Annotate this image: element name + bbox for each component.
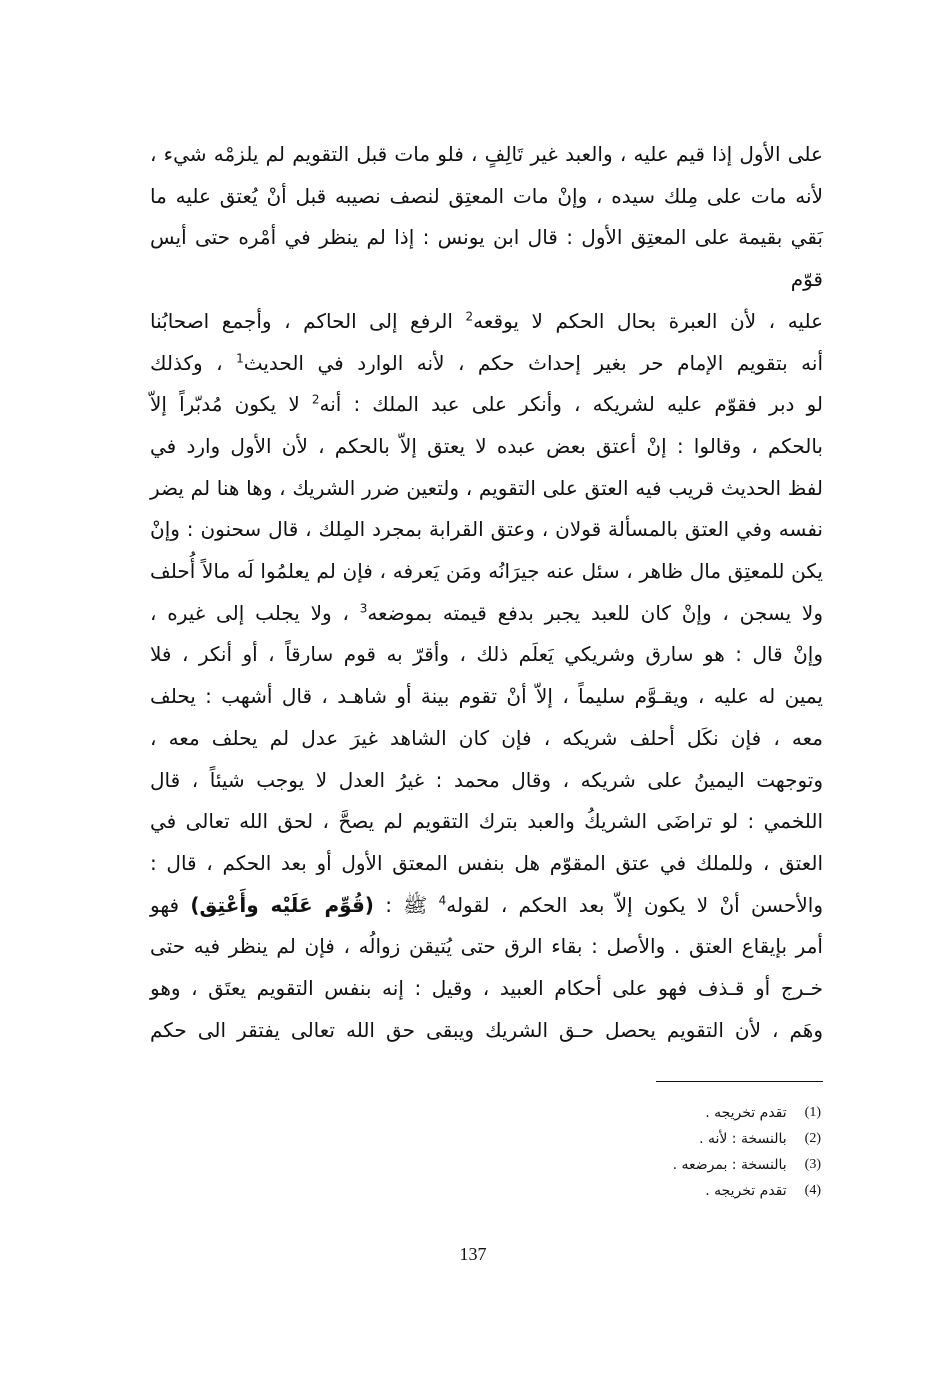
text-segment: فهو: [150, 892, 191, 917]
text-segment: والأحسن أنْ لا يكون إلاّ بعد الحكم ، لقوله: [446, 892, 823, 917]
text-segment: عليه ، لأن العبرة بحال الحكم لا يوقعه: [473, 308, 824, 333]
text-line: [150, 843, 823, 885]
body-text: [150, 134, 823, 1051]
text-segment: وإنْ قال : هو سارق وشريكي يَعلَم ذلك ، وأقرّ به قوم سارقاً ، أو أنكر ، فلا: [150, 642, 823, 667]
text-line: [150, 384, 823, 426]
text-line: [150, 760, 823, 802]
text-line: [150, 468, 823, 510]
footnote-number: (2): [804, 1131, 821, 1147]
text-segment: يمين له عليه ، ويقـوَّم سليماً ، إلاّ أنْ تقوم بينة أو شاهـد ، قال أشهب : يحلف: [150, 684, 823, 709]
footnote-number: (3): [804, 1157, 821, 1173]
text-segment: ﷺ :: [373, 892, 439, 917]
text-segment: وتوجهت اليمينُ على شريكه ، وقال محمد : غيرُ العدل لا يوجب شيئاً ، قال: [150, 767, 823, 792]
footnote-number: (1): [804, 1105, 821, 1121]
text-line: [150, 801, 823, 843]
footnote-reference: 3: [359, 601, 368, 616]
text-line: [150, 718, 823, 760]
footnote-text: تقدم تخريجه .: [705, 1183, 787, 1200]
footnote-divider: [656, 1081, 823, 1082]
footnote-reference: 4: [438, 893, 447, 907]
text-line: [150, 926, 823, 968]
text-segment: بَقي بقيمة على المعتِق الأول : قال ابن يونس : إذا لم ينظر في أمْره حتى أيس قوّم: [150, 225, 823, 292]
text-line: [150, 676, 823, 718]
footnote: [150, 1152, 821, 1178]
text-segment: ، ولا يجلب إلى غيره ،: [150, 600, 360, 625]
text-segment: وهَم ، لأن التقويم يحصل حـق الشريك ويبقى حق الله تعالى يفتقر الى حكم: [150, 1017, 823, 1042]
footnote-number: (4): [804, 1183, 821, 1199]
text-segment: خـرج أو قـذف فهو على أحكام العبيد ، وقيل : إنه بنفس التقويم يعتَق ، وهو: [150, 976, 823, 1001]
text-segment: على الأول إذا قيم عليه ، والعبد غير تَالِفٍ ، فلو مات قبل التقويم لم يلزمْه شيء ،: [150, 142, 823, 166]
footnotes: [150, 1100, 823, 1204]
text-line: [150, 885, 823, 927]
text-line: [150, 968, 823, 1010]
text-line: [150, 176, 823, 218]
hadith-quote: (قُوِّم عَلَيْه وأَعْتِق): [190, 892, 374, 917]
text-segment: يكن للمعتِق مال ظاهر ، سئل عنه جيرَانُه ومَن يَعرفه ، فإن لم يعلمُوا لَه مالاً أُحلف: [150, 559, 823, 584]
text-segment: لفظ الحديث قريب فيه العتق على التقويم ، ولتعين ضرر الشريك ، وها هنا لم يضر: [150, 475, 823, 500]
text-segment: لا يكون مُدبّراً إلاّ: [150, 392, 312, 417]
text-segment: الرفع إلى الحاكم ، وأجمع اصحابُنا: [150, 308, 466, 333]
text-line: [150, 593, 823, 635]
text-line: [150, 426, 823, 468]
footnote: [150, 1178, 821, 1204]
text-line: [150, 343, 823, 385]
text-line: [150, 1010, 823, 1052]
text-segment: لو دبر فقوّم عليه لشريكه ، وأنكر على عبد الملك : أنه: [319, 392, 823, 417]
page-number: 137: [459, 1244, 487, 1265]
text-line: [150, 301, 823, 343]
text-line: [150, 509, 823, 551]
text-segment: ، وكذلك: [150, 350, 237, 375]
text-segment: أمر بإيقاع العتق . والأصل : بقاء الرق حتى يُتيقن زوالُه ، فإن لم ينظر فيه حتى: [150, 934, 823, 959]
text-segment: أنه بتقويم الإمام حر بغير إحداث حكم ، لأنه الوارد في الحديث: [243, 350, 824, 375]
footnote-reference: 2: [311, 392, 320, 407]
footnote: [150, 1100, 821, 1126]
text-segment: بالحكم ، وقالوا : إنْ أعتق بعض عبده لا يعتق إلاّ بالحكم ، لأن الأول وارد في: [150, 433, 823, 458]
footnote: [150, 1126, 821, 1152]
footnote-text: بالنسخة : لأنه .: [699, 1131, 787, 1148]
text-segment: العتق ، وللملك في عتق المقوّم هل بنفس المعتق الأول أو بعد الحكم ، قال :: [150, 850, 823, 875]
text-segment: ولا يسجن ، وإنْ كان للعبد يجبر بدفع قيمته بموضعه: [367, 600, 823, 625]
footnote-reference: 2: [465, 309, 474, 324]
text-segment: اللخمي : لو تراضَى الشريكُ والعبد بترك التقويم لم يصحَّ ، لحق الله تعالى في: [150, 809, 823, 834]
footnote-text: بالنسخة : بمرضعه .: [672, 1157, 787, 1174]
text-line: [150, 551, 823, 593]
text-line: [150, 634, 823, 676]
footnote-text: تقدم تخريجه .: [705, 1105, 787, 1122]
text-line: [150, 217, 823, 300]
text-segment: لأنه مات على مِلك سيده ، وإنْ مات المعتِق لنصف نصيبه قبل أنْ يُعتق عليه ما: [150, 183, 823, 208]
footnote-reference: 1: [236, 350, 244, 365]
text-segment: نفسه وفي العتق بالمسألة قولان ، وعتق القرابة بمجرد المِلك ، قال سحنون : وإنْ: [150, 517, 823, 542]
text-segment: معه ، فإن نكَل أحلف شريكه ، فإن كان الشاهد غيرَ عدل لم يحلف معه ،: [150, 725, 823, 750]
text-line: [150, 134, 823, 176]
